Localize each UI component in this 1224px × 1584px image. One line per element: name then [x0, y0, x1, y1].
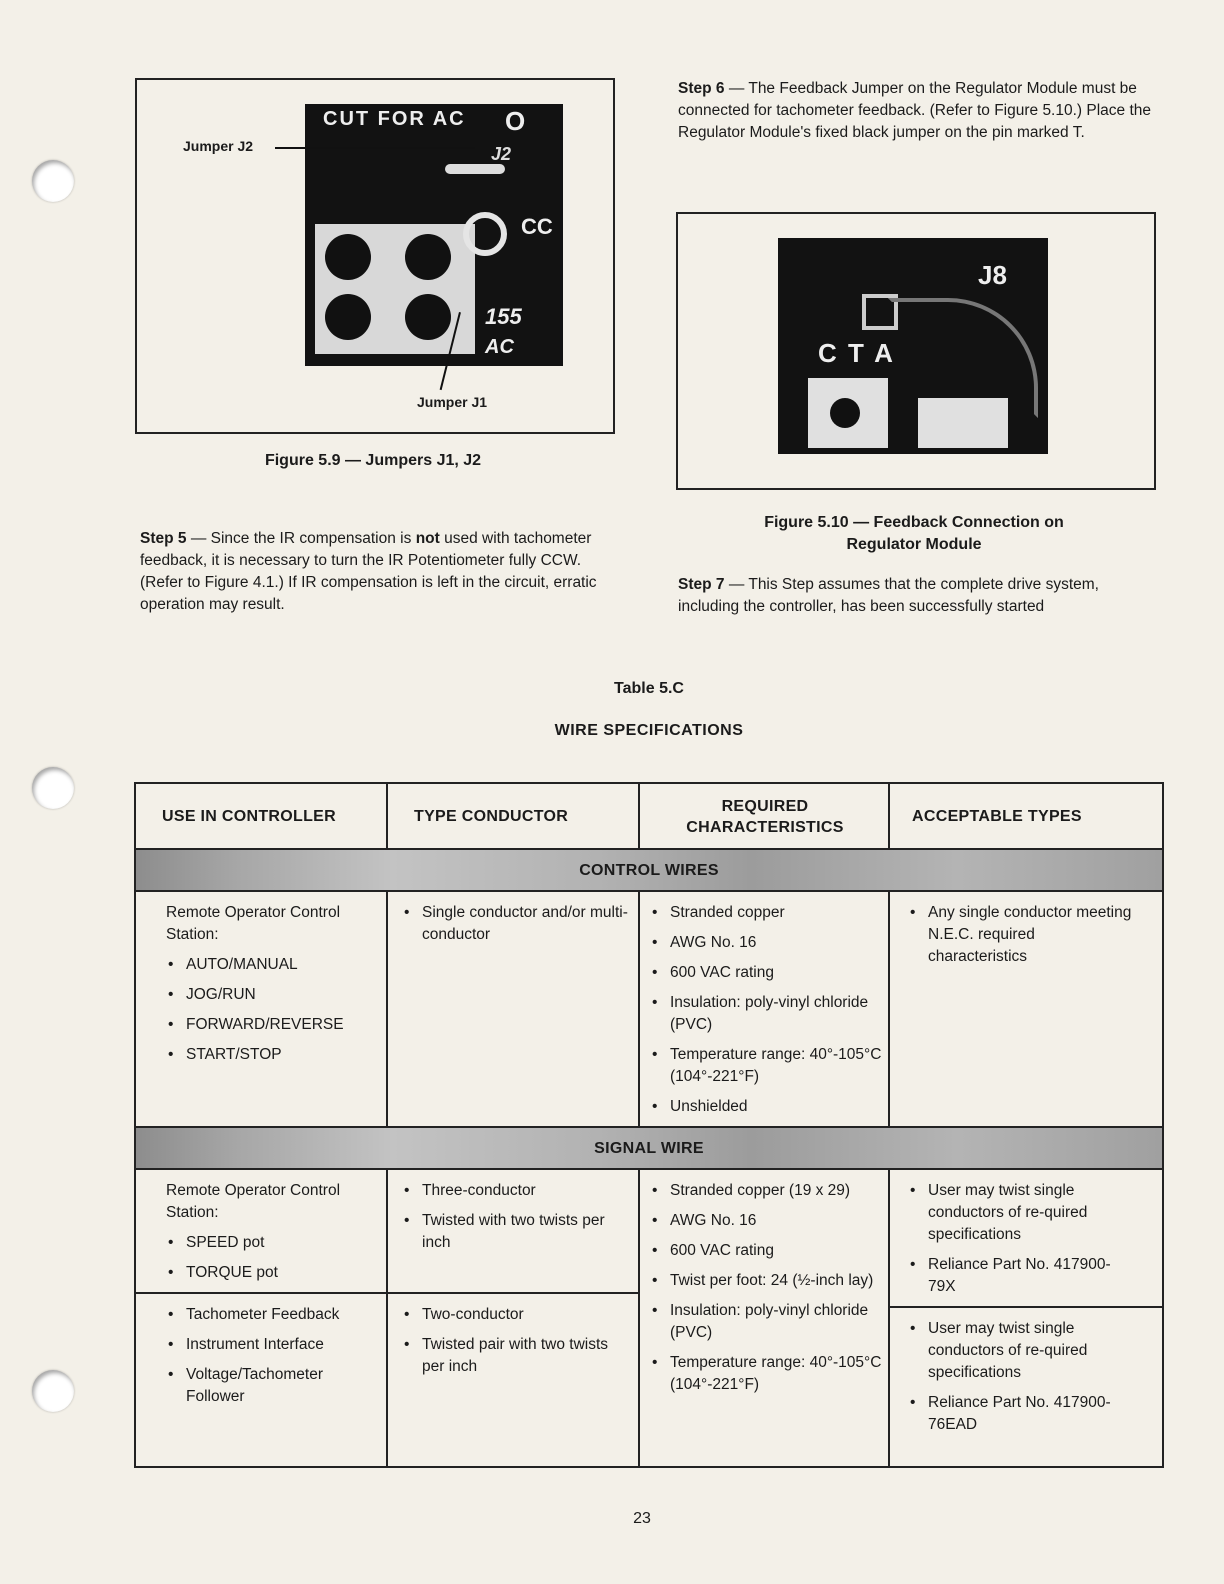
header-use-in-controller: USE IN CONTROLLER — [162, 808, 336, 825]
signal-row2-accept-cell — [908, 1318, 1134, 1444]
figure-5-10-frame — [676, 212, 1156, 490]
header-type-conductor: TYPE CONDUCTOR — [414, 808, 569, 825]
board-socket-hole — [830, 398, 860, 428]
signal-char-item: • Stranded copper (19 x 29) — [650, 1180, 882, 1202]
header-required-line2: CHARACTERISTICS — [686, 819, 844, 836]
figure-5-9-photo — [305, 104, 563, 366]
signal-char-item: • AWG No. 16 — [650, 1210, 882, 1232]
binder-hole-top — [32, 160, 74, 202]
table-title: WIRE SPECIFICATIONS — [554, 722, 744, 739]
step-6-text: — The Feedback Jumper on the Regulator Module must be connected for tachometer feedback. (Refer to Figure 5.10.) Place the Regulator Module's fixed black jumper on the pin marked T. — [678, 80, 1152, 141]
band-control-wires: CONTROL WIRES — [136, 850, 1162, 892]
table-divider — [386, 892, 388, 1126]
connector-hole-3 — [325, 294, 371, 340]
signal-row1-accept-cell — [908, 1180, 1134, 1306]
signal-row2-accept-item: • Reliance Part No. 417900-76EAD — [908, 1392, 1134, 1436]
signal-row1-use-item: • SPEED pot — [166, 1232, 380, 1254]
table-number: Table 5.C — [614, 680, 684, 697]
board-label-cta: C T A — [818, 338, 895, 368]
board-label-cut-for-ac: CUT FOR AC — [323, 108, 466, 130]
table-divider — [136, 1168, 1162, 1170]
page-number: 23 — [633, 1510, 651, 1527]
signal-row1-use-cell — [166, 1180, 380, 1292]
table-divider — [386, 784, 388, 850]
callout-jumper-j2: Jumper J2 — [183, 138, 254, 154]
board-ring — [463, 212, 507, 256]
step-5-label: Step 5 — [140, 530, 187, 547]
step-5-text-b: used with tachometer feedback, it is necessary to turn the IR Potentiometer fully CCW. (Refer to Figure 4.1.) If IR compensation is left in the circuit, erratic operation may result. — [140, 530, 597, 613]
board-label-j8: J8 — [978, 260, 1007, 290]
signal-row1-use-intro: Remote Operator Control Station: — [166, 1182, 341, 1221]
step-6-paragraph — [678, 78, 1154, 144]
step-5-not: not — [415, 530, 440, 547]
connector-hole-1 — [325, 234, 371, 280]
board-label-ac: AC — [485, 336, 514, 358]
signal-row1-use-item: • TORQUE pot — [166, 1262, 380, 1284]
board-trace — [445, 164, 505, 174]
figure-5-10-caption-line1: Figure 5.10 — Feedback Connection on — [764, 514, 1064, 531]
signal-row2-type-item: • Two-conductor — [402, 1304, 632, 1326]
board-glyph-c: CC — [521, 214, 553, 239]
signal-row2-use-item: • Instrument Interface — [166, 1334, 380, 1356]
signal-char-item: • 600 VAC rating — [650, 1240, 882, 1262]
signal-row2-use-cell — [166, 1304, 380, 1416]
figure-5-10-photo — [778, 238, 1048, 454]
callout-jumper-j1: Jumper J1 — [417, 394, 488, 410]
control-use-item: • AUTO/MANUAL — [166, 954, 380, 976]
step-7-label: Step 7 — [678, 576, 725, 593]
wire-specifications-table — [134, 782, 1164, 1468]
signal-char-item: • Insulation: poly-vinyl chloride (PVC) — [650, 1300, 882, 1344]
control-use-cell — [166, 902, 380, 1074]
control-type-cell — [402, 902, 632, 954]
figure-5-9-frame — [135, 78, 615, 434]
control-char-item: • Unshielded — [650, 1096, 882, 1118]
header-required-line1: REQUIRED — [721, 798, 809, 815]
signal-char-item: • Twist per foot: 24 (½-inch lay) — [650, 1270, 882, 1292]
control-use-item: • JOG/RUN — [166, 984, 380, 1006]
control-char-item: • AWG No. 16 — [650, 932, 882, 954]
table-divider — [888, 1170, 890, 1466]
figure-5-9-caption: Figure 5.9 — Jumpers J1, J2 — [264, 452, 482, 469]
control-use-intro: Remote Operator Control Station: — [166, 904, 341, 943]
signal-row1-accept-item: • Reliance Part No. 417900-79X — [908, 1254, 1134, 1298]
step-5-paragraph — [140, 528, 612, 616]
signal-row2-use-item: • Tachometer Feedback — [166, 1304, 380, 1326]
control-char-item: • Temperature range: 40°-105°C (104°-221°F) — [650, 1044, 882, 1088]
control-char-item: • Insulation: poly-vinyl chloride (PVC) — [650, 992, 882, 1036]
signal-row2-use-item: • Voltage/Tachometer Follower — [166, 1364, 380, 1408]
step-7-paragraph — [678, 574, 1154, 618]
board-glyph-o: O — [505, 106, 526, 136]
table-divider — [888, 892, 890, 1126]
signal-row1-type-item: • Twisted with two twists per inch — [402, 1210, 632, 1254]
board-label-155: 155 — [485, 304, 522, 329]
table-divider — [136, 1292, 638, 1294]
signal-char-item: • Temperature range: 40°-105°C (104°-221°F) — [650, 1352, 882, 1396]
figure-5-10-caption — [676, 512, 1152, 556]
control-type-item: • Single conductor and/or multi-conductor — [402, 902, 632, 946]
step-5-text-a: — Since the IR compensation is — [186, 530, 416, 547]
binder-hole-middle — [32, 767, 74, 809]
control-accept-item: • Any single conductor meeting N.E.C. required characteristics — [908, 902, 1134, 968]
step-6-label: Step 6 — [678, 80, 725, 97]
control-char-cell — [650, 902, 882, 1126]
table-divider — [638, 1170, 640, 1466]
signal-row1-type-item: • Three-conductor — [402, 1180, 632, 1202]
signal-char-cell — [650, 1180, 882, 1404]
signal-row2-type-cell — [402, 1304, 632, 1386]
step-7-text: — This Step assumes that the complete drive system, including the controller, has been successfully started — [678, 576, 1099, 615]
table-divider — [638, 892, 640, 1126]
signal-row2-type-item: • Twisted pair with two twists per inch — [402, 1334, 632, 1378]
control-use-item: • FORWARD/REVERSE — [166, 1014, 380, 1036]
table-divider — [386, 1170, 388, 1466]
control-accept-cell — [908, 902, 1134, 976]
band-signal-wire: SIGNAL WIRE — [136, 1128, 1162, 1170]
control-char-item: • 600 VAC rating — [650, 962, 882, 984]
control-char-item: • Stranded copper — [650, 902, 882, 924]
signal-row1-type-cell — [402, 1180, 632, 1262]
connector-hole-4 — [405, 294, 451, 340]
table-divider — [638, 784, 640, 850]
header-acceptable-types: ACCEPTABLE TYPES — [912, 808, 1082, 825]
board-label-j2: J2 — [491, 144, 512, 164]
signal-row2-accept-item: • User may twist single conductors of re-quired specifications — [908, 1318, 1134, 1384]
header-required-characteristics — [640, 784, 890, 850]
binder-hole-bottom — [32, 1370, 74, 1412]
table-divider — [136, 890, 1162, 892]
table-divider — [888, 1306, 1162, 1308]
connector-hole-2 — [405, 234, 451, 280]
figure-5-10-caption-line2: Regulator Module — [846, 536, 982, 553]
table-divider — [888, 784, 890, 850]
signal-row1-accept-item: • User may twist single conductors of re-quired specifications — [908, 1180, 1134, 1246]
control-use-item: • START/STOP — [166, 1044, 380, 1066]
leader-line-j2 — [275, 147, 475, 149]
board-component — [918, 398, 1008, 448]
